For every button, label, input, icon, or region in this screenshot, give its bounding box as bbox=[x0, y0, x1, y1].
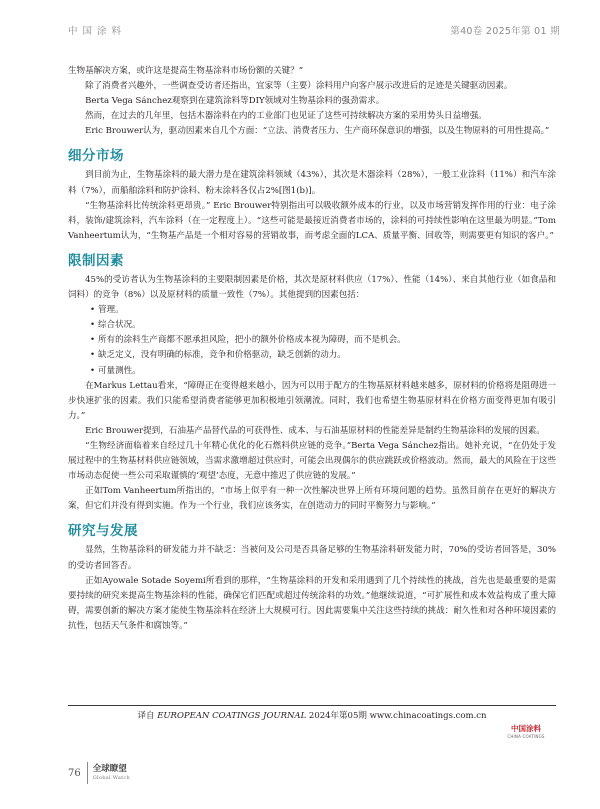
paragraph: 除了消费者兴趣外，一些调查受访者还指出，宜家等（主要）涂料用户向客户展示改进后的足迹是关键驱动因素。 bbox=[85, 81, 513, 92]
source-issue: 2024年第05期 bbox=[308, 711, 367, 721]
paragraph: Eric Brouwer提到，石油基产品替代品的可获得性、成本、与石油基原材料的性能差异是制约生物基涂料的发展的因素。 bbox=[85, 425, 545, 436]
footer-divider bbox=[87, 762, 88, 784]
paragraph: 45%的受访者认为生物基涂料的主要限制因素是价格，其次是原材料供应（17%）、性能（14%）、来自其他行业（如食品和饲料）的竞争（8%）以及原材料的质量一致性（7%）。其他提到的因素包括： bbox=[68, 274, 556, 301]
bullet-item: • 可量测性。 bbox=[90, 364, 556, 379]
logo-subtext: CHINA COATINGS bbox=[507, 734, 545, 739]
page-header bbox=[68, 8, 560, 52]
paragraph: “生物经济面临着来自经过几十年精心优化的化石燃料供应链的竞争。”Berta Vega Sánchez指出。她补充说，“在仍处于发展过程中的生物基材料供应链领域，当需求激增超过供应时，可能会出现偶尔的供应跳跃或价格波动。然而，最大的风险在于这些市场动态促使一些公司采取谨慎的‘观望’态度，无意中推迟了供应链的发展。” bbox=[68, 440, 556, 482]
bullet-item: • 管理。 bbox=[90, 303, 556, 318]
paragraph: 然而，在过去的几年里，包括木器涂料在内的工业部门也见证了这些可持续解决方案的采用势头日益增强。 bbox=[85, 111, 487, 122]
section-heading: 细分市场 bbox=[68, 148, 124, 165]
source-url: www.chinacoatings.com.cn bbox=[369, 711, 487, 721]
paragraph: 在Markus Lettau看来，“障碍正在变得越来越小，因为可以用于配方的生物基原材料越来越多，原材料的价格将是阻碍进一步快速扩张的因素。我们只能希望消费者能够更加积极地引领潮流。同时，我们也希望生物基原材料在价格方面变得更加有吸引力。” bbox=[68, 380, 556, 421]
column-subtitle: Global Watch bbox=[92, 775, 131, 781]
issue-info: 第40卷 2025年第 01 期 bbox=[450, 26, 560, 37]
page-footer bbox=[68, 760, 130, 786]
article-body bbox=[68, 64, 556, 634]
source-divider bbox=[68, 705, 556, 706]
section-heading: 限制因素 bbox=[68, 252, 124, 269]
source-line bbox=[68, 709, 556, 721]
paragraph: “生物基涂料比传统涂料更昂贵。” Eric Brouwer特别指出可以吸收额外成本的行业，以及市场营销发挥作用的行业：电子涂料，装饰/建筑涂料，汽车涂料（在一定程度上）。“这些可能是最接近消费者市场的，涂料的可持续性影响在这里最为明显。”Tom Vanheertum认为，“生物基产品是一个相对容易的营销故事，而考虑全面的LCA、质量平衡、回收等，则需要更有知识的客户。” bbox=[68, 200, 556, 241]
bullet-item: • 缺乏定义，没有明确的标准，竞争和价格驱动，缺乏创新的动力。 bbox=[90, 348, 556, 363]
paragraph: 显然，生物基涂料的研发能力并不缺乏：当被问及公司是否具备足够的生物基涂料研发能力时，70%的受访者回答是，30%的受访者回答否。 bbox=[68, 545, 556, 571]
column-title-block bbox=[93, 764, 130, 782]
journal-name: 中 国 涂 料 bbox=[68, 26, 123, 37]
bullet-item: • 综合状况。 bbox=[90, 318, 556, 333]
china-coatings-logo bbox=[496, 724, 556, 744]
source-journal: EUROPEAN COATINGS JOURNAL bbox=[157, 711, 307, 721]
logo-text: 中国涂料 bbox=[511, 724, 541, 733]
paragraph: Eric Brouwer认为，驱动因素来自几个方面：“立法、消费者压力、生产商环保意识的增强，以及生物原料的可用性提高。” bbox=[85, 126, 550, 137]
paragraph: 正如Tom Vanheertum所指出的，“市场上似乎有一种一次性解决世界上所有环境问题的趋势。虽然目前存在更好的解决方案，但它们并没有得到实施。作为一个行业，我们应该务实，在创造动力的同时平衡努力与影响。” bbox=[68, 486, 556, 512]
paragraph: 生物基解决方案，或许这是提高生物基涂料市场份额的关键？” bbox=[68, 66, 304, 76]
paragraph: 到目前为止，生物基涂料的最大潜力是在建筑涂料领域（43%），其次是木器涂料（28%），一般工业涂料（11%）和汽车涂料（7%），而船舶涂料和防护涂料、粉末涂料各仅占2%[图1(b)]。 bbox=[68, 170, 556, 196]
bullet-list bbox=[68, 303, 556, 378]
page-number: 76 bbox=[68, 767, 81, 779]
source-prefix: 译自 bbox=[137, 711, 155, 721]
section-heading: 研究与发展 bbox=[68, 523, 138, 540]
paragraph: Berta Vega Sánchez观察到在建筑涂料等DIY领域对生物基涂料的强劲需求。 bbox=[85, 96, 385, 107]
paragraph: 正如Ayowale Sotade Soyemi所看到的那样，“生物基涂料的开发和采用遇到了几个持续性的挑战，首先也是最重要的是需要持续的研究来提高生物基涂料的性能，确保它们匹配或超过传统涂料的功效。”他继续说道，“可扩展性和成本效益构成了重大障碍，需要创新的解决方案才能使生物基涂料在经济上大规模可行。因此需要集中关注这些持续的挑战：耐久性和对各种环境因素的抗性，包括天气条件和腐蚀等。” bbox=[68, 575, 556, 631]
column-title: 全球瞭望 bbox=[92, 764, 127, 774]
bullet-item: • 所有的涂料生产商都不愿承担风险，把小的额外价格成本视为障碍，而不是机会。 bbox=[90, 333, 556, 348]
